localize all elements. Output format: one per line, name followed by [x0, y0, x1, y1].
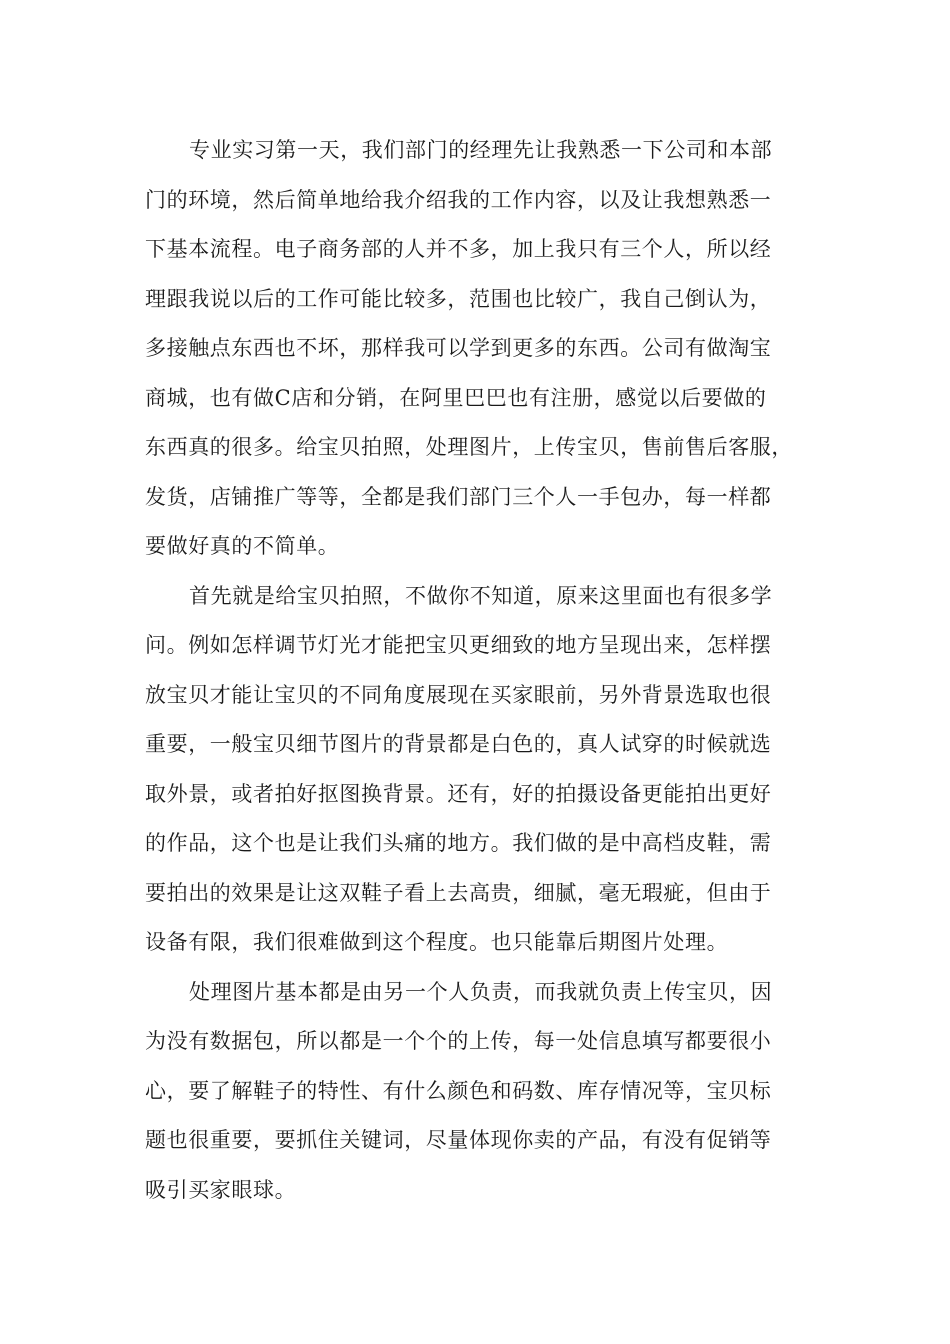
text-line: 东西真的很多。给宝贝拍照，处理图片，上传宝贝，售前售后客服，: [145, 435, 793, 459]
text-line: 吸引买家眼球。: [145, 1177, 297, 1202]
text-line: 处理图片基本都是由另一个人负责，而我就负责上传宝贝，因: [189, 979, 773, 1004]
text-line: 专业实习第一天，我们部门的经理先让我熟悉一下公司和本部: [189, 138, 773, 162]
text-line: 理跟我说以后的工作可能比较多，范围也比较广，我自己倒认为，: [145, 286, 772, 311]
text-line: 设备有限，我们很难做到这个程度。也只能靠后期图片处理。: [145, 930, 729, 954]
document-body: [145, 126, 821, 1215]
text-line: 问。例如怎样调节灯光才能把宝贝更细致的地方呈现出来，怎样摆: [145, 633, 772, 657]
text-line: 为没有数据包，所以都是一个个的上传，每一处信息填写都要很小: [145, 1029, 772, 1053]
paragraph-3: [145, 968, 821, 1216]
text-line: 多接触点东西也不坏，那样我可以学到更多的东西。公司有做淘宝: [145, 336, 772, 360]
text-line: 题也很重要，要抓住关键词，尽量体现你卖的产品，有没有促销等: [145, 1128, 772, 1152]
text-line: 首先就是给宝贝拍照，不做你不知道，原来这里面也有很多学: [189, 583, 773, 608]
text-line: 的作品，这个也是让我们头痛的地方。我们做的是中高档皮鞋，需: [145, 831, 772, 855]
paragraph-2: [145, 572, 821, 968]
text-line: 心，要了解鞋子的特性、有什么颜色和码数、库存情况等，宝贝标: [145, 1078, 772, 1103]
text-line: 发货，店铺推广等等，全都是我们部门三个人一手包办，每一样都: [145, 484, 772, 509]
text-line: 要拍出的效果是让这双鞋子看上去高贵，细腻，毫无瑕疵，但由于: [145, 880, 772, 905]
text-line: 门的环境，然后简单地给我介绍我的工作内容，以及让我想熟悉一: [145, 187, 772, 212]
text-line: 放宝贝才能让宝贝的不同角度展现在买家眼前，另外背景选取也很: [145, 682, 772, 707]
text-line: 下基本流程。电子商务部的人并不多，加上我只有三个人，所以经: [145, 237, 772, 261]
text-line: 取外景，或者拍好抠图换背景。还有，好的拍摄设备更能拍出更好: [145, 781, 772, 806]
text-line: 重要，一般宝贝细节图片的背景都是白色的，真人试穿的时候就选: [145, 732, 772, 756]
text-line: 要做好真的不简单。: [145, 534, 340, 558]
text-line: 商城，也有做C店和分销，在阿里巴巴也有注册，感觉以后要做的: [145, 385, 767, 410]
paragraph-1: [145, 126, 821, 572]
